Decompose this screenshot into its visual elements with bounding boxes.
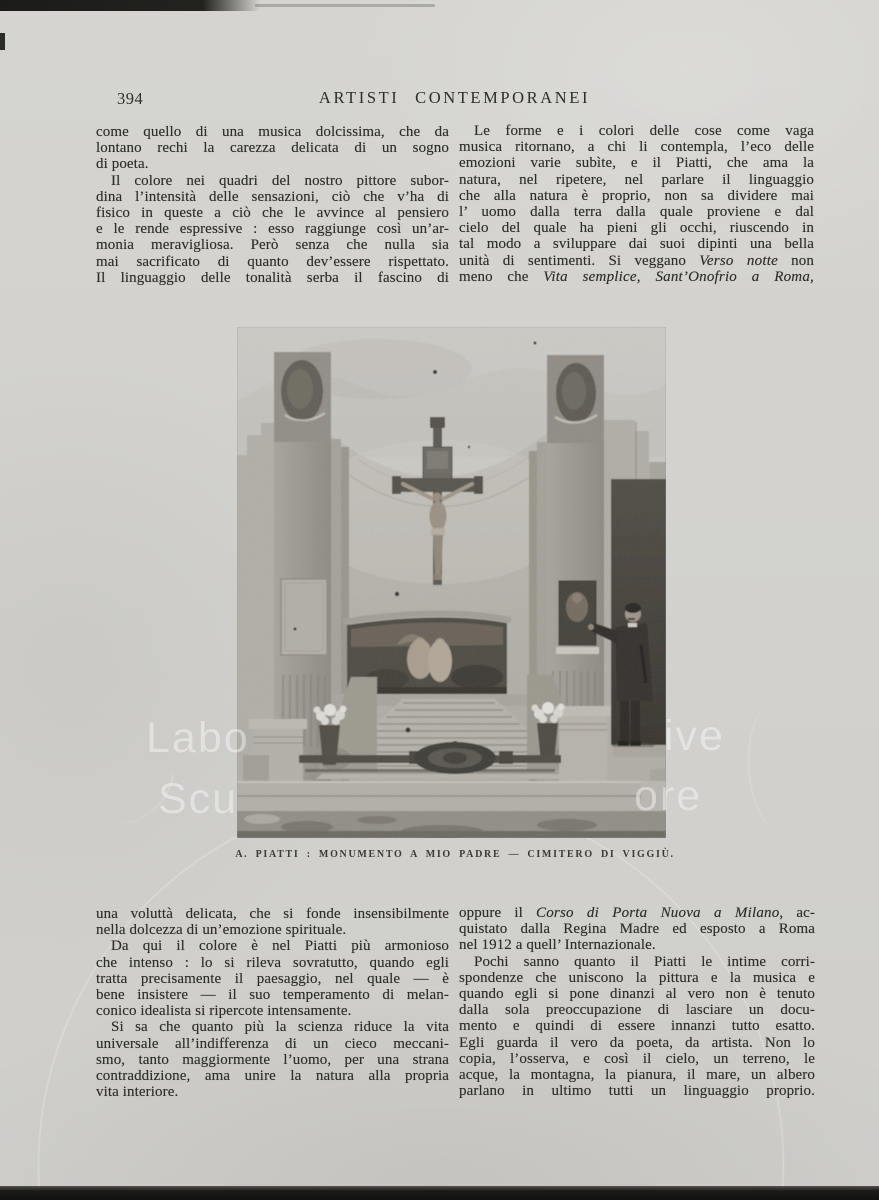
text-line: dina l’intensità delle sensazioni, ciò che v’ha di [96,188,449,205]
watermark-fragment: Labo [146,714,250,762]
monument-photograph [237,327,666,838]
text-line: nella dolcezza di un’emozione spirituale. [96,922,347,939]
watermark-fragment: Scu [158,775,239,823]
text-line: Pochi sanno quanto il Piatti le intime corri- [474,953,815,970]
text-line: lontano rechi la carezza delicata di un sogno [96,140,449,157]
scratch-line-right [741,697,815,833]
photo-grain [237,327,666,838]
text-line: acque, la montagna, la pianura, il mare, un albero [459,1067,815,1084]
text-line: smo, tanto maggiormente l’uomo, per una strana [96,1051,449,1068]
text-line: quistato dalla Regina Madre ed esposto a Roma [459,921,815,938]
text-line: Il colore nei quadri del nostro pittore subor- [111,172,449,189]
text-line: cielo del quale ha pieni gli occhi, riuscendo in [459,220,814,237]
text-line: vita interiore. [96,1084,179,1101]
text-line: dalla sola preoccupazione di lasciare un docu- [459,1002,815,1019]
text-line: meno che Vita semplice, Sant’Onofrio a Roma, [459,268,814,285]
text-line: che intenso : lo si rileva sovratutto, quando egli [96,954,449,971]
text-line: spondenze che uniscono la pittura e la musica e [459,969,815,986]
text-line: mai sacrificato di quanto dev’essere rispettato. [96,253,449,270]
text-line: unità di sentimenti. Si veggano Verso notte non [459,252,814,269]
column-top-right [459,123,814,285]
text-line: monia meravigliosa. Però senza che nulla sia [96,237,449,254]
text-line: conico idealista si ripercote intensamente. [96,1003,352,1020]
text-line: musica ritornano, a chi li contempla, l’eco delle [459,139,814,156]
watermark-fragment: ive [664,712,725,760]
text-line: di poeta. [96,156,149,173]
text-line: Egli guarda il vero da poeta, da artista. Non lo [459,1034,815,1051]
text-line: bene insistere — il suo temperamento di melan- [96,987,449,1004]
watermark-fragment: ore [634,772,703,820]
text-line: universale all’indifferenza di un cieco meccani- [96,1035,449,1052]
text-line: una voluttà delicata, che si fonde insensibilmente [96,906,449,922]
text-line: oppure il Corso di Porta Nuova a Milano, ac- [459,905,815,921]
text-line: parlano in ultimo tutti un linguaggio proprio. [459,1083,815,1100]
text-line: l’ uomo dalla terra dalla quale proviene e dal [459,204,814,221]
scan-edge-bottom [0,1186,879,1200]
text-line: e le rende espressive : esso raggiunge così un’ar- [96,221,449,238]
column-bottom-right [459,905,815,1099]
scan-edge-top [0,0,260,11]
text-line: Si sa che quanto più la scienza riduce la vita [111,1019,449,1036]
text-line: Da qui il colore è nel Piatti più armonioso [111,938,449,955]
text-line: fisico in queste a ciò che le avvince al pensiero [96,205,449,222]
running-title: ARTISTI CONTEMPORANEI [318,88,591,107]
text-line: come quello di una musica dolcissima, che da [96,124,449,140]
text-line: Il linguaggio delle tonalità serba il fascino di [96,269,449,286]
page-number: 394 [117,89,144,108]
text-line: emozioni varie subìte, e il Piatti, che ama la [459,155,814,172]
column-bottom-left [96,906,449,1100]
scan-edge-top-faint [255,4,435,7]
text-line: tal modo a sviluppare dai suoi dipinti una bella [459,236,814,253]
scan-edge-left-mark [0,33,5,50]
text-line: tratta precisamente il paesaggio, nel quale — è [96,970,449,987]
column-top-left [96,124,449,286]
text-line: natura, nel ripetere, nel parlare il linguaggio [459,171,814,188]
scratch-line-left [89,757,174,837]
text-line: mento e quindi di essere innanzi tutto esatto. [459,1018,815,1035]
text-line: contraddizione, ama unire la natura alla propria [96,1068,449,1085]
text-line: copia, l’osserva, e così il cielo, un terreno, le [459,1050,815,1067]
figure-caption: A. PIATTI : MONUMENTO A MIO PADRE — CIMITERO DI VIGGIÙ. [235,849,675,860]
text-line: quando egli si pone dinanzi al vero non è tenuto [459,986,815,1003]
text-line: nel 1912 a quell’ Internazionale. [459,937,656,954]
text-line: che alla natura è proprio, non sa dividere mai [459,187,814,204]
text-line: Le forme e i colori delle cose come vaga [474,123,814,139]
